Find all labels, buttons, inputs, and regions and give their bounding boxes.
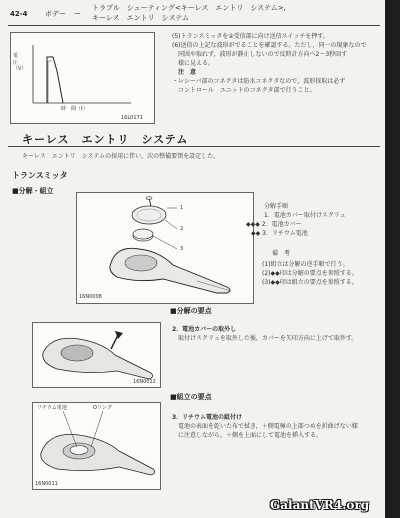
page-number: 42-4 <box>10 10 28 18</box>
figure-id: 16L0171 <box>121 115 143 121</box>
disassembly-points-heading: ■分解の要点 <box>170 307 212 315</box>
battery-install-title: 3．リチウム電池の組付け <box>172 414 242 421</box>
remark-2: (2)◆◆印は分解の要点を参照する。 <box>262 270 358 277</box>
steps-title: 分解手順 <box>264 203 289 210</box>
assembly-points-heading: ■組立の要点 <box>170 393 212 401</box>
exploded-view-figure <box>76 192 254 304</box>
note-line-3: 同図や取れず，波形が静止しないので反時計方向へ2〜3秒回す <box>172 51 348 58</box>
step-1: 1．電池カバー取付けスクリュ <box>264 212 346 219</box>
section-intro: キーレス エントリ システムの採用に伴い，次の整備要領を設定した。 <box>22 153 220 160</box>
sub-title: トランスミッタ <box>12 171 68 180</box>
battery-install-figure <box>32 402 161 490</box>
figure-id: 16N0011 <box>35 481 58 487</box>
cover-removal-illustration <box>33 323 160 387</box>
callout-2: 2 <box>180 226 184 232</box>
figure-id: 16N0008 <box>79 294 102 300</box>
callout-3: 3 <box>180 246 184 252</box>
y-axis-label: 電圧（V） <box>13 53 27 72</box>
battery-install-text-1: 電池の表面を乾いた布で拭き，＋側電極の上部つめを折曲げない様 <box>178 423 358 430</box>
section-name: ボデー <box>45 10 66 18</box>
watermark: GalantVR4.org <box>270 498 370 512</box>
caution-line-2: コントロール ユニットのコネクタ部で行うこと。 <box>172 87 316 94</box>
note-line-4: 様に見える。 <box>172 60 215 67</box>
battery-install-illustration <box>33 403 160 489</box>
cover-removal-text: 取付けスクリュを取外した後，カバーを矢印方向に上げて取外す。 <box>178 335 358 342</box>
figure-label-lithium-battery: リチウム電池 <box>37 405 67 411</box>
caution-line-1: ・レシーバ部のコネクタは防水コネクタなので，波形採取は必ず <box>172 78 346 85</box>
header-dash: ー <box>74 10 81 18</box>
figure-label-o-ring: Oリング <box>93 405 112 411</box>
figure-id: 16N0012 <box>133 379 156 385</box>
section-rule <box>8 146 380 147</box>
header-title-line2: キーレス エントリ システム <box>92 14 189 22</box>
remark-3: (3)◆◆印は組立の要点を参照する。 <box>262 279 358 286</box>
section-title: キーレス エントリ システム <box>22 133 189 146</box>
callout-1: 1 <box>180 205 184 211</box>
waveform-figure <box>10 32 155 124</box>
battery-install-text-2: に注意しながら，＋側を上面にして電池を挿入する。 <box>178 432 323 439</box>
x-axis-label: 時 間（t） <box>61 106 88 112</box>
caution-title: 注 意 <box>172 69 197 76</box>
step-2: ◆◆◆ 2．電池カバー <box>246 221 302 228</box>
cover-removal-title: 2．電池カバーの取外し <box>172 326 237 333</box>
header-rule <box>8 25 380 26</box>
transmitter-exploded-illustration <box>77 193 253 303</box>
remark-1: (1)組立は分解の逆手順で行う。 <box>262 261 349 268</box>
note-line-1: (5)トランスミッタを②受信部に向け送信スイッチを押す。 <box>172 33 329 40</box>
step-3: ◆◆ 3．リチウム電池 <box>251 230 308 237</box>
remarks-title: 備 考 <box>272 250 291 257</box>
disassembly-heading: ■分解・組立 <box>12 187 54 195</box>
cover-removal-figure <box>32 322 161 388</box>
header-title-line1: トラブル シューティング<キーレス エントリ システム>, <box>92 4 286 12</box>
note-line-2: (6)送信の上記な波形がでることを確認する。ただし，同一の現象なので <box>172 42 367 49</box>
binding-edge <box>385 0 400 518</box>
